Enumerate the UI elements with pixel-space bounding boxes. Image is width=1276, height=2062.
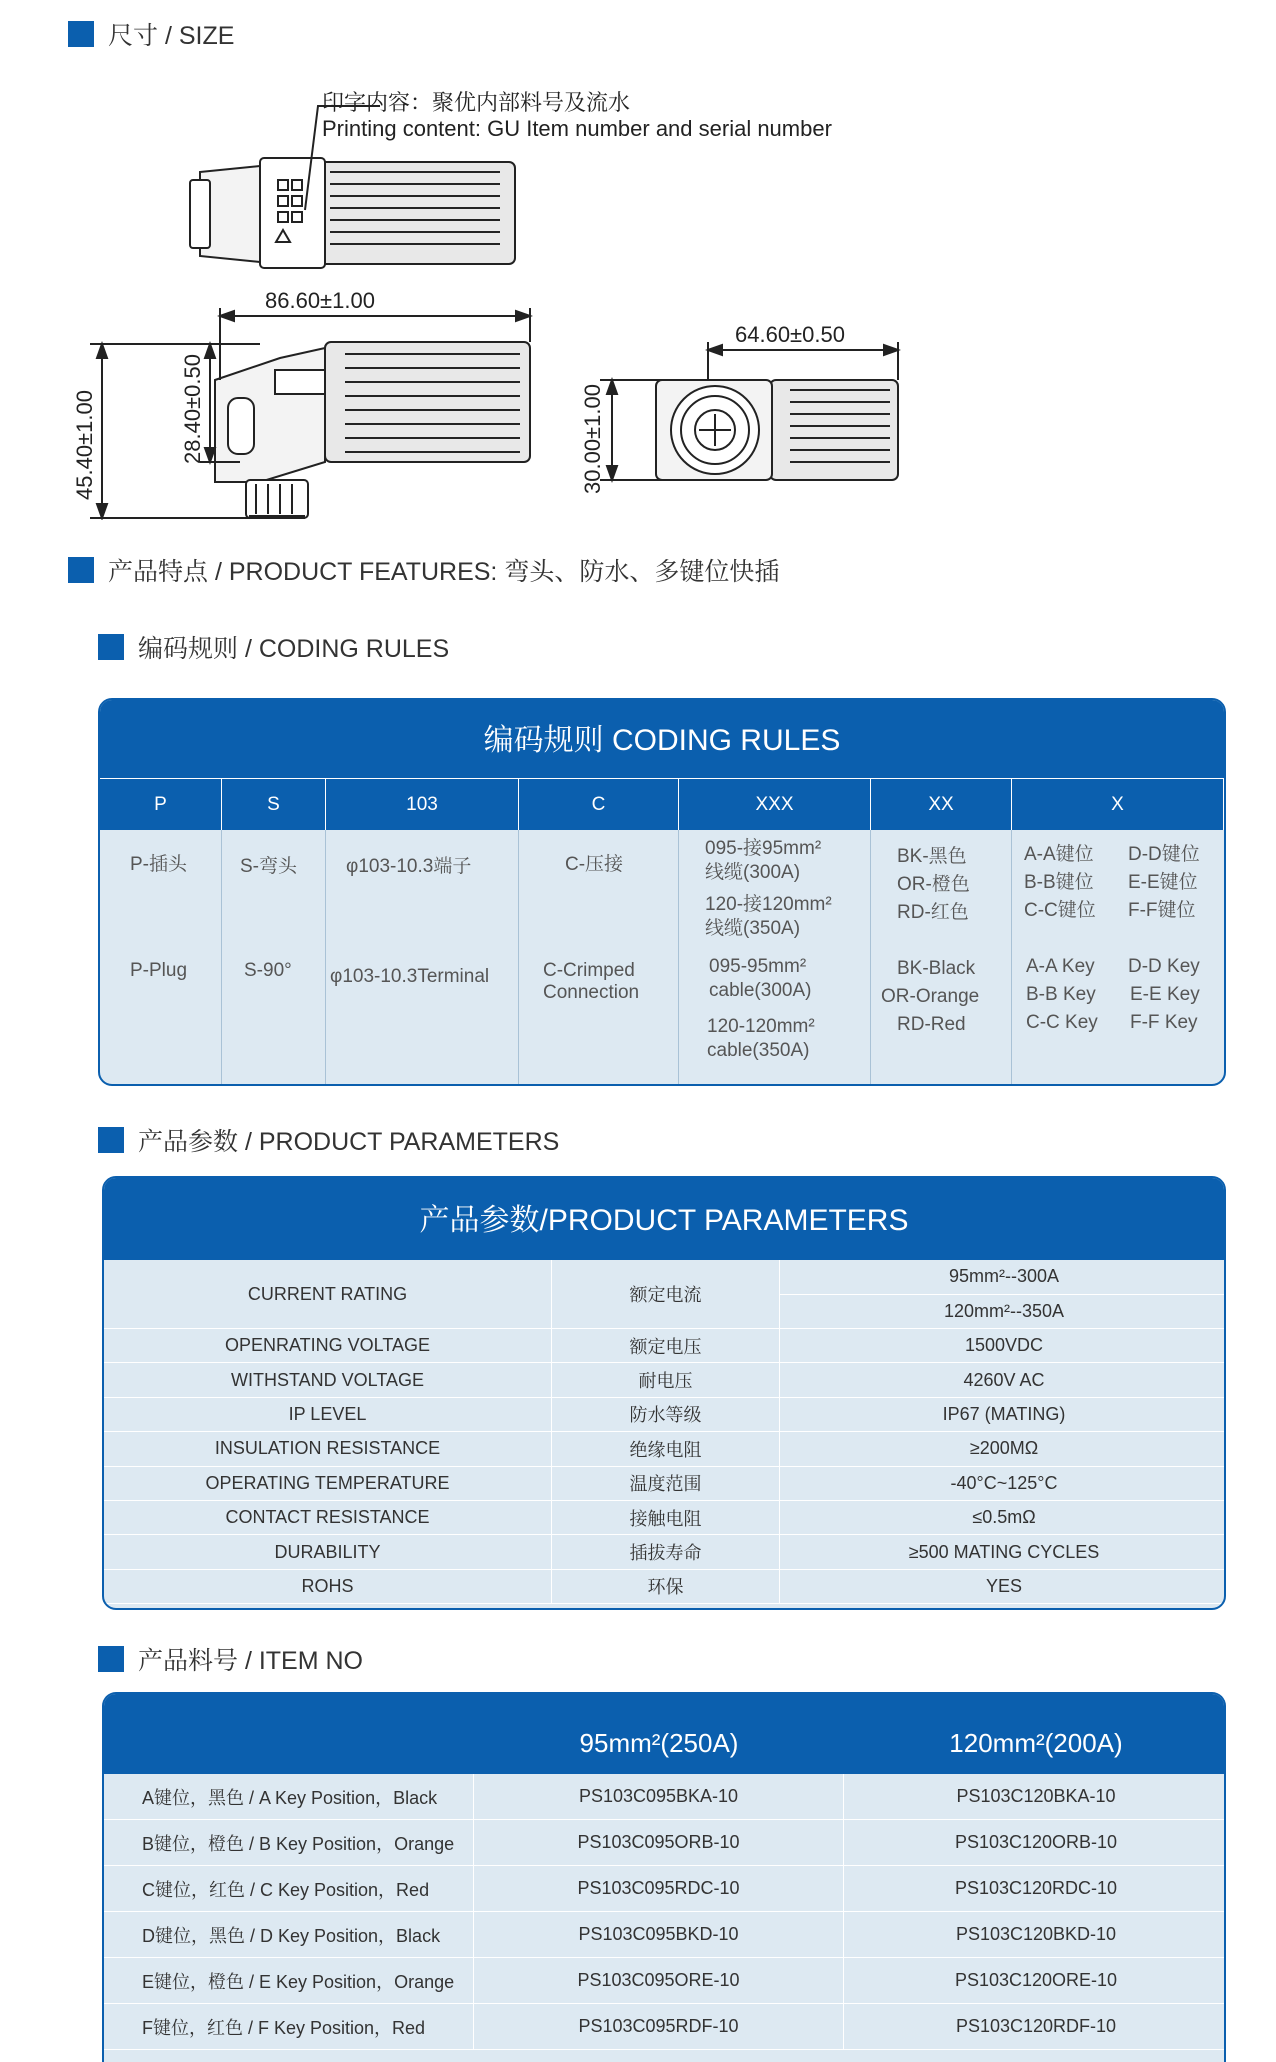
table-row: [104, 1820, 1224, 1866]
coding-cell: 线缆(300A): [705, 862, 801, 883]
coding-cell: P-插头: [130, 854, 188, 875]
item-variant-label: F键位，红色 / F Key Position，Red: [104, 2004, 474, 2049]
coding-cell: C-C Key: [1026, 1012, 1098, 1033]
dimension-drawing: [60, 80, 960, 520]
item-code-120: PS103C120RDC-10: [954, 1878, 1118, 1898]
coding-section-title: 编码规则 / CODING RULES: [138, 635, 450, 663]
coding-header-xx: XX: [871, 778, 1012, 830]
dim-right-height-label: 30.00±1.00: [580, 384, 605, 494]
param-name-en: DURABILITY: [104, 1535, 552, 1568]
item-variant-label: E键位，橙色 / E Key Position，Orange: [104, 1958, 474, 2003]
coding-cell: BK-Black: [897, 958, 976, 979]
section-marker-icon: [68, 21, 94, 47]
coding-rules-table: [98, 698, 1226, 1086]
param-value: IP67 (MATING): [942, 1403, 1066, 1424]
coding-cell: C-C键位: [1024, 900, 1096, 921]
coding-header-103: 103: [326, 778, 519, 830]
product-parameters-table: [102, 1176, 1226, 1610]
coding-header-p: P: [100, 778, 222, 830]
coding-cell: cable(350A): [707, 1040, 810, 1061]
dim-right-width-lines: [708, 342, 898, 380]
param-name-cn: 温度范围: [552, 1467, 780, 1500]
coding-table-title: 编码规则 CODING RULES: [100, 700, 1224, 778]
coding-cell: B-B键位: [1024, 872, 1094, 893]
section-marker-icon: [98, 1127, 124, 1153]
param-value: ≥200MΩ: [969, 1438, 1039, 1459]
param-name-en: ROHS: [104, 1570, 552, 1603]
coding-cell: S-90°: [244, 960, 292, 981]
dim-right-width-label: 64.60±0.50: [735, 322, 845, 347]
print-note-cn: 印字内容：聚优内部料号及流水: [322, 90, 631, 115]
param-name-cn: 插拔寿命: [552, 1535, 780, 1568]
param-name-cn: 额定电流: [552, 1260, 780, 1328]
item-code-95: PS103C095RDC-10: [474, 1866, 844, 1911]
coding-col-xxx: [679, 830, 871, 1086]
params-table-title: 产品参数/PRODUCT PARAMETERS: [104, 1178, 1224, 1260]
param-value: -40°C~125°C: [950, 1472, 1058, 1493]
coding-cell: E-E Key: [1130, 984, 1200, 1005]
coding-cell: F-F键位: [1128, 900, 1196, 921]
item-variant-label: B键位，橙色 / B Key Position，Orange: [104, 1820, 474, 1865]
item-code-95: PS103C095RDF-10: [474, 2004, 844, 2049]
param-value: ≥500 MATING CYCLES: [908, 1541, 1100, 1562]
param-name-en: CONTACT RESISTANCE: [104, 1501, 552, 1534]
table-row: [104, 1774, 1224, 1820]
coding-cell: 095-95mm²: [709, 956, 807, 977]
section-marker-icon: [98, 1646, 124, 1672]
coding-header-c: C: [519, 778, 679, 830]
param-name-cn: 环保: [552, 1570, 780, 1603]
item-variant-label: D键位，黑色 / D Key Position，Black: [104, 1912, 474, 1957]
param-name-en: WITHSTAND VOLTAGE: [104, 1363, 552, 1396]
item-code-120: PS103C120BKD-10: [955, 1924, 1117, 1944]
item-variant-label: C键位，红色 / C Key Position，Red: [104, 1866, 474, 1911]
print-note-en: Printing content: GU Item number and serial number: [322, 116, 832, 141]
item-code-95: PS103C095BKA-10: [474, 1774, 844, 1819]
param-name-cn: 绝缘电阻: [552, 1432, 780, 1465]
items-table-header: [104, 1694, 1224, 1774]
coding-cell: C-压接: [565, 854, 624, 875]
items-header-120: 120mm²(200A): [949, 1727, 1123, 1758]
param-value-120: 120mm²--350A: [943, 1300, 1065, 1321]
coding-cell: 120-120mm²: [707, 1016, 815, 1037]
coding-cell: RD-Red: [897, 1014, 966, 1035]
table-row: [104, 1866, 1224, 1912]
param-name-cn: 耐电压: [552, 1363, 780, 1396]
coding-section-heading: [98, 629, 449, 665]
coding-cell: F-F Key: [1130, 1012, 1198, 1033]
size-section-title: 尺寸 / SIZE: [108, 22, 235, 50]
param-name-en: IP LEVEL: [104, 1398, 552, 1431]
item-code-120: PS103C120ORE-10: [954, 1970, 1118, 1990]
param-name-en: OPENRATING VOLTAGE: [104, 1329, 552, 1362]
table-row: [104, 1535, 1224, 1569]
coding-cell: A-A Key: [1026, 956, 1095, 977]
coding-cell: S-弯头: [240, 856, 298, 877]
table-row: [104, 1958, 1224, 2004]
coding-cell: 线缆(350A): [705, 918, 801, 939]
coding-cell: A-A键位: [1024, 844, 1094, 865]
item-code-120: PS103C120RDF-10: [955, 2016, 1117, 2036]
coding-cell: 095-接95mm²: [705, 838, 822, 859]
param-name-cn: 额定电压: [552, 1329, 780, 1362]
param-name-en: INSULATION RESISTANCE: [104, 1432, 552, 1465]
dim-width-label: 86.60±1.00: [265, 288, 375, 313]
coding-cell: OR-Orange: [881, 986, 980, 1007]
coding-col-103: [326, 830, 519, 1086]
coding-cell: 120-接120mm²: [705, 894, 832, 915]
table-row: [104, 1501, 1224, 1535]
coding-col-xx: [871, 830, 1012, 1086]
coding-cell: D-D Key: [1128, 956, 1200, 977]
table-row: [104, 1260, 1224, 1329]
param-value-95: 95mm²--300A: [780, 1260, 1226, 1295]
size-section-heading: [68, 16, 234, 52]
coding-cell: φ103-10.3端子: [346, 856, 472, 877]
coding-header-x: X: [1012, 778, 1224, 830]
table-row: [104, 1467, 1224, 1501]
table-row: [104, 1398, 1224, 1432]
table-row: [104, 1570, 1224, 1604]
item-code-120: PS103C120ORB-10: [954, 1832, 1118, 1852]
items-header-95: 95mm²(250A): [579, 1727, 739, 1758]
coding-col-p: [100, 830, 222, 1086]
table-row: [104, 2004, 1224, 2050]
param-name-cn: 防水等级: [552, 1398, 780, 1431]
coding-cell: Connection: [543, 982, 640, 1003]
param-value: YES: [985, 1575, 1023, 1596]
dim-height-inner-label: 28.40±0.50: [180, 354, 205, 464]
coding-header-s: S: [222, 778, 326, 830]
table-row: [104, 1912, 1224, 1958]
param-value: 4260V AC: [963, 1369, 1045, 1390]
coding-col-c: [519, 830, 679, 1086]
side-view-connector: [215, 342, 530, 518]
item-code-95: PS103C095ORB-10: [474, 1820, 844, 1865]
table-row: [104, 1432, 1224, 1466]
item-code-120: PS103C120BKA-10: [956, 1786, 1116, 1806]
param-name-en: CURRENT RATING: [104, 1260, 552, 1328]
param-value: 1500VDC: [964, 1335, 1044, 1356]
item-code-95: PS103C095BKD-10: [474, 1912, 844, 1957]
params-section-title: 产品参数 / PRODUCT PARAMETERS: [138, 1128, 560, 1156]
section-marker-icon: [68, 557, 94, 583]
table-row: [104, 1329, 1224, 1363]
section-marker-icon: [98, 634, 124, 660]
connector-drawing-svg: [60, 80, 960, 520]
front-view-connector: [656, 380, 898, 480]
item-variant-label: A键位，黑色 / A Key Position，Black: [104, 1774, 474, 1819]
param-name-en: OPERATING TEMPERATURE: [104, 1467, 552, 1500]
coding-cell: OR-橙色: [897, 874, 970, 895]
items-section-heading: [98, 1641, 363, 1677]
items-header-blank: [104, 1694, 474, 1774]
top-view-connector: [190, 158, 515, 268]
coding-cell: φ103-10.3Terminal: [330, 966, 490, 987]
param-name-cn: 接触电阻: [552, 1501, 780, 1534]
param-value: [780, 1260, 1226, 1328]
item-code-95: PS103C095ORE-10: [474, 1958, 844, 2003]
coding-col-s: [222, 830, 326, 1086]
items-section-title: 产品料号 / ITEM NO: [138, 1647, 364, 1675]
param-value: ≤0.5mΩ: [972, 1507, 1036, 1528]
coding-cell: RD-红色: [897, 902, 969, 923]
coding-cell: P-Plug: [130, 960, 188, 981]
coding-cell: BK-黑色: [897, 846, 967, 867]
item-number-table: [102, 1692, 1226, 2062]
coding-cell: cable(300A): [709, 980, 812, 1001]
coding-cell: E-E键位: [1128, 872, 1198, 893]
features-section-title: 产品特点 / PRODUCT FEATURES: 弯头、防水、多键位快插: [108, 558, 780, 586]
features-section-heading: [68, 552, 779, 588]
coding-header-xxx: XXX: [679, 778, 871, 830]
dim-height-total-label: 45.40±1.00: [72, 390, 97, 500]
coding-cell: C-Crimped: [543, 960, 635, 981]
coding-cell: B-B Key: [1026, 984, 1096, 1005]
coding-col-x: [1012, 830, 1224, 1086]
params-section-heading: [98, 1122, 559, 1158]
coding-cell: D-D键位: [1128, 844, 1200, 865]
table-row: [104, 1363, 1224, 1397]
